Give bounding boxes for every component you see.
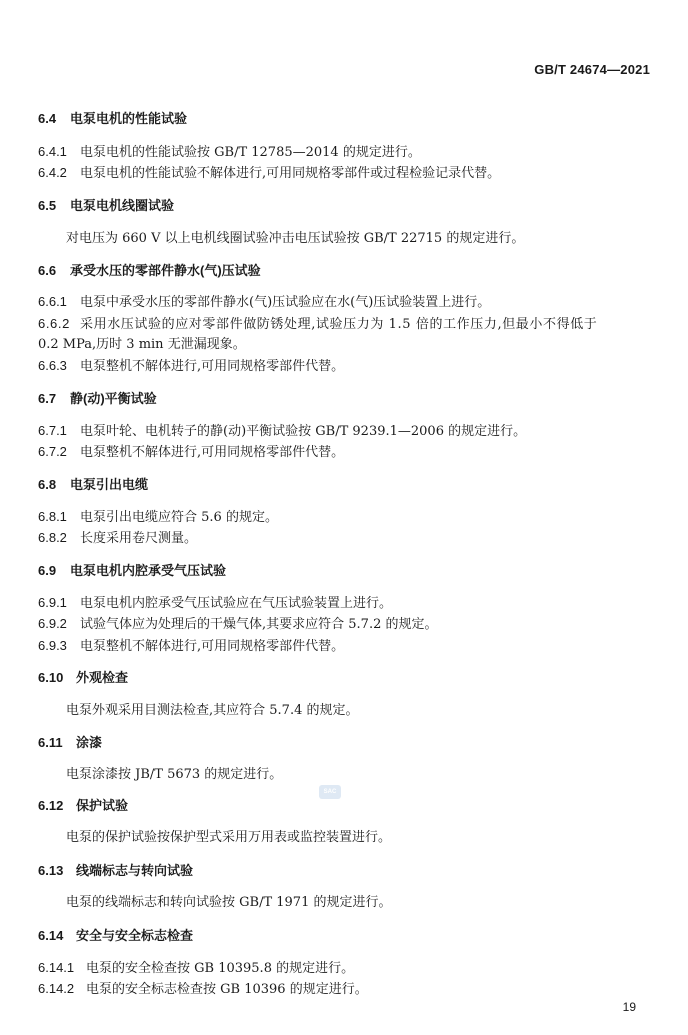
paragraph: 电泵外观采用目测法检查,其应符合 5.7.4 的规定。: [66, 703, 359, 718]
clause-number: 6.9.3: [38, 638, 67, 653]
clause-number: 6.9.1: [38, 595, 67, 610]
section-title: 电泵引出电缆: [70, 477, 149, 492]
clause: [38, 530, 650, 547]
clause-text: 电泵整机不解体进行,可用同规格零部件代替。: [80, 639, 345, 654]
section-title: 涂漆: [76, 735, 103, 750]
clause: [38, 444, 650, 461]
clause: [38, 144, 650, 161]
clause-number: 6.7.2: [38, 444, 67, 459]
clause: [38, 423, 650, 440]
section-heading: [38, 928, 650, 944]
section-number: 6.9: [38, 563, 57, 578]
clause: [38, 981, 650, 998]
clause-number: 6.4.1: [38, 144, 67, 159]
clause-number: 6.8.2: [38, 530, 67, 545]
section-heading: [38, 111, 650, 127]
clause: [38, 316, 650, 333]
section-title: 安全与安全标志检查: [76, 928, 194, 943]
clause-number: 6.8.1: [38, 509, 67, 524]
page-number: 19: [622, 1000, 636, 1014]
clause-text: 电泵电机的性能试验按 GB/T 12785—2014 的规定进行。: [80, 145, 421, 160]
clause-number: 6.6.2: [38, 316, 70, 331]
section-title: 线端标志与转向试验: [76, 863, 194, 878]
clause-text: 电泵整机不解体进行,可用同规格零部件代替。: [80, 359, 345, 374]
section-number: 6.13: [38, 863, 64, 878]
document-code: GB/T 24674—2021: [534, 62, 650, 77]
section-number: 6.12: [38, 798, 64, 813]
clause-number: 6.6.1: [38, 294, 67, 309]
section-number: 6.11: [38, 735, 63, 750]
clause-number: 6.7.1: [38, 423, 67, 438]
section-title: 保护试验: [76, 798, 129, 813]
section-heading: [38, 263, 650, 279]
section-heading: [38, 735, 650, 751]
clause-text: 试验气体应为处理后的干燥气体,其要求应符合 5.7.2 的规定。: [80, 617, 438, 632]
section-title: 电泵电机内腔承受气压试验: [70, 563, 227, 578]
clause-number: 6.14.1: [38, 960, 75, 975]
section-number: 6.10: [38, 670, 64, 685]
section-heading: [38, 198, 650, 214]
section-number: 6.6: [38, 263, 57, 278]
section-heading: [38, 863, 650, 879]
clause: [38, 358, 650, 375]
clause-text: 电泵的安全检查按 GB 10395.8 的规定进行。: [86, 961, 355, 976]
paragraph: 电泵的保护试验按保护型式采用万用表或监控装置进行。: [66, 830, 392, 845]
watermark-logo: SAC: [319, 785, 341, 799]
clause-text: 电泵电机内腔承受气压试验应在气压试验装置上进行。: [80, 596, 393, 611]
clause: [38, 595, 650, 612]
section-number: 6.5: [38, 198, 57, 213]
clause: [38, 960, 650, 977]
section-heading: [38, 798, 650, 814]
clause-text: 电泵电机的性能试验不解体进行,可用同规格零部件或过程检验记录代替。: [80, 166, 501, 181]
clause: [38, 509, 650, 526]
clause-text: 长度采用卷尺测量。: [80, 531, 198, 546]
clause: [38, 616, 650, 633]
clause-text: 采用水压试验的应对零部件做防锈处理,试验压力为 1.5 倍的工作压力,但最小不得低于: [80, 317, 598, 332]
clause-number: 6.6.3: [38, 358, 67, 373]
section-number: 6.7: [38, 391, 57, 406]
clause-text: 电泵叶轮、电机转子的静(动)平衡试验按 GB/T 9239.1—2006 的规定进行。: [80, 424, 527, 439]
clause: [38, 165, 650, 182]
clause-number: 6.14.2: [38, 981, 75, 996]
paragraph: 电泵涂漆按 JB/T 5673 的规定进行。: [66, 767, 283, 782]
section-heading: [38, 563, 650, 579]
clause-text: 电泵整机不解体进行,可用同规格零部件代替。: [80, 445, 345, 460]
section-number: 6.4: [38, 111, 57, 126]
section-title: 静(动)平衡试验: [70, 391, 157, 406]
section-number: 6.14: [38, 928, 64, 943]
clause-text: 电泵引出电缆应符合 5.6 的规定。: [80, 510, 278, 525]
paragraph: 对电压为 660 V 以上电机线圈试验冲击电压试验按 GB/T 22715 的规定进行。: [66, 231, 525, 246]
section-title: 电泵电机线圈试验: [70, 198, 175, 213]
section-heading: [38, 670, 650, 686]
clause: [38, 638, 650, 655]
section-heading: [38, 477, 650, 493]
section-title: 电泵电机的性能试验: [70, 111, 188, 126]
clause-number: 6.4.2: [38, 165, 67, 180]
clause-text: 电泵中承受水压的零部件静水(气)压试验应在水(气)压试验装置上进行。: [80, 295, 491, 310]
paragraph: 电泵的线端标志和转向试验按 GB/T 1971 的规定进行。: [66, 895, 392, 910]
clause-text: 电泵的安全标志检查按 GB 10396 的规定进行。: [86, 982, 368, 997]
section-title: 承受水压的零部件静水(气)压试验: [70, 263, 261, 278]
clause-continuation: 0.2 MPa,历时 3 min 无泄漏现象。: [38, 337, 246, 352]
section-number: 6.8: [38, 477, 57, 492]
clause: [38, 294, 650, 311]
section-heading: [38, 391, 650, 407]
section-title: 外观检查: [76, 670, 129, 685]
clause-number: 6.9.2: [38, 616, 67, 631]
